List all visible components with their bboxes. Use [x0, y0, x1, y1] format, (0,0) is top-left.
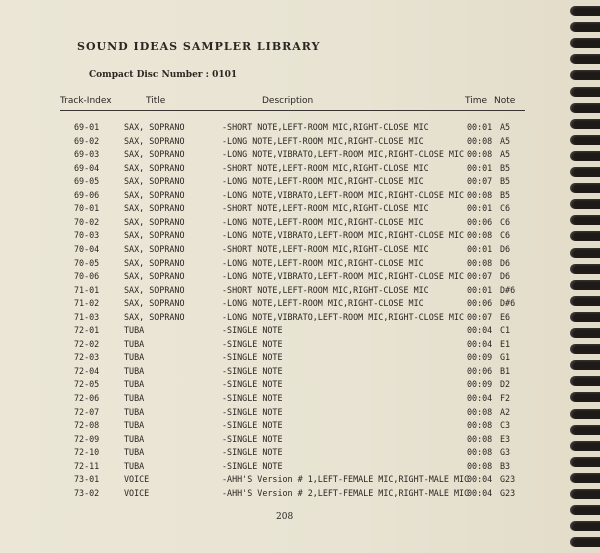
- table-row: [0, 312, 560, 324]
- binding-ring: [570, 231, 600, 241]
- description-cell: -SHORT NOTE,LEFT-ROOM MIC,RIGHT-CLOSE MIC: [222, 203, 429, 214]
- title-cell: SAX, SOPRANO: [124, 203, 185, 214]
- table-row: [0, 244, 560, 256]
- description-cell: -LONG NOTE,LEFT-ROOM MIC,RIGHT-CLOSE MIC: [222, 216, 424, 227]
- binding-ring: [570, 376, 600, 386]
- title-cell: TUBA: [124, 352, 145, 363]
- title-cell: VOICE: [124, 487, 150, 498]
- description-cell: -SHORT NOTE,LEFT-ROOM MIC,RIGHT-CLOSE MIC: [222, 284, 429, 295]
- time-cell: 00:07: [467, 271, 493, 282]
- track-index-cell: 72-07: [74, 406, 100, 417]
- title-cell: TUBA: [124, 338, 145, 349]
- title-cell: SAX, SOPRANO: [124, 243, 185, 254]
- description-cell: -SINGLE NOTE: [222, 352, 283, 363]
- time-cell: 00:01: [467, 203, 493, 214]
- description-cell: -LONG NOTE,LEFT-ROOM MIC,RIGHT-CLOSE MIC: [222, 298, 424, 309]
- description-cell: -SINGLE NOTE: [222, 365, 283, 376]
- binding-ring: [570, 38, 600, 48]
- table-row: [0, 176, 560, 188]
- note-cell: G23: [500, 487, 516, 498]
- description-cell: -SINGLE NOTE: [222, 406, 283, 417]
- title-cell: SAX, SOPRANO: [124, 176, 185, 187]
- description-cell: -SINGLE NOTE: [222, 447, 283, 458]
- table-row: [0, 420, 560, 432]
- table-row: [0, 217, 560, 229]
- track-index-cell: 72-05: [74, 379, 100, 390]
- column-header-title: Title: [146, 96, 166, 106]
- description-cell: -LONG NOTE,VIBRATO,LEFT-ROOM MIC,RIGHT-CLOSE MIC: [222, 149, 465, 160]
- note-cell: C6: [500, 203, 511, 214]
- description-cell: -AHH'S Version # 2,LEFT-FEMALE MIC,RIGHT-MALE MIC: [222, 487, 470, 498]
- time-cell: 00:09: [467, 379, 493, 390]
- title-cell: TUBA: [124, 433, 145, 444]
- description-cell: -LONG NOTE,VIBRATO,LEFT-ROOM MIC,RIGHT-CLOSE MIC: [222, 311, 465, 322]
- time-cell: 00:04: [467, 393, 493, 403]
- description-cell: -LONG NOTE,LEFT-ROOM MIC,RIGHT-CLOSE MIC: [222, 176, 424, 187]
- table-row: [0, 258, 560, 270]
- binding-ring: [570, 167, 600, 177]
- time-cell: 00:07: [467, 311, 493, 322]
- note-cell: G3: [500, 447, 511, 458]
- time-cell: 00:06: [467, 365, 493, 376]
- track-index-cell: 73-01: [74, 474, 100, 485]
- description-cell: -SINGLE NOTE: [222, 379, 283, 390]
- title-cell: TUBA: [124, 365, 145, 376]
- track-index-cell: 71-03: [74, 311, 100, 322]
- note-cell: D2: [500, 379, 511, 390]
- binding-ring: [570, 392, 600, 402]
- note-cell: E3: [500, 433, 511, 444]
- table-row: [0, 474, 560, 486]
- title-cell: SAX, SOPRANO: [124, 311, 185, 322]
- title-cell: TUBA: [124, 325, 145, 336]
- binding-ring: [570, 70, 600, 80]
- time-cell: 00:01: [467, 122, 493, 132]
- time-cell: 00:04: [467, 487, 493, 498]
- time-cell: 00:01: [467, 243, 493, 254]
- table-row: [0, 379, 560, 391]
- description-cell: -SHORT NOTE,LEFT-ROOM MIC,RIGHT-CLOSE MIC: [222, 122, 429, 132]
- column-header-track-index: Track-Index: [60, 96, 112, 106]
- binding-ring: [570, 264, 600, 274]
- description-cell: -SINGLE NOTE: [222, 338, 283, 349]
- description-cell: -SHORT NOTE,LEFT-ROOM MIC,RIGHT-CLOSE MIC: [222, 162, 429, 173]
- note-cell: C6: [500, 216, 511, 227]
- binding-ring: [570, 280, 600, 290]
- note-cell: C1: [500, 325, 511, 336]
- note-cell: D6: [500, 243, 511, 254]
- time-cell: 00:08: [467, 406, 493, 417]
- track-index-cell: 72-01: [74, 325, 100, 336]
- table-row: [0, 488, 560, 500]
- compact-disc-number: Compact Disc Number : 0101: [89, 70, 238, 80]
- track-index-cell: 72-03: [74, 352, 100, 363]
- track-index-cell: 72-02: [74, 338, 100, 349]
- time-cell: 00:06: [467, 216, 493, 227]
- description-cell: -LONG NOTE,VIBRATO,LEFT-ROOM MIC,RIGHT-CLOSE MIC: [222, 189, 465, 200]
- binding-ring: [570, 409, 600, 419]
- track-index-cell: 70-06: [74, 271, 100, 282]
- note-cell: E1: [500, 338, 511, 349]
- binding-ring: [570, 22, 600, 32]
- title-cell: TUBA: [124, 420, 145, 431]
- title-cell: TUBA: [124, 447, 145, 458]
- description-cell: -LONG NOTE,LEFT-ROOM MIC,RIGHT-CLOSE MIC: [222, 257, 424, 268]
- table-row: [0, 339, 560, 351]
- track-index-cell: 69-02: [74, 135, 100, 146]
- note-cell: B5: [500, 176, 511, 187]
- time-cell: 00:08: [467, 447, 493, 458]
- binding-ring: [570, 344, 600, 354]
- note-cell: A5: [500, 135, 511, 146]
- binding-ring: [570, 119, 600, 129]
- note-cell: B1: [500, 365, 511, 376]
- description-cell: -AHH'S Version # 1,LEFT-FEMALE MIC,RIGHT-MALE MIC: [222, 474, 470, 485]
- binding-ring: [570, 6, 600, 16]
- time-cell: 00:06: [467, 298, 493, 309]
- column-header-note: Note: [494, 96, 516, 106]
- binding-ring: [570, 521, 600, 531]
- track-index-cell: 72-06: [74, 393, 100, 403]
- table-row: [0, 366, 560, 378]
- binding-ring: [570, 473, 600, 483]
- note-cell: G1: [500, 352, 511, 363]
- binding-ring: [570, 87, 600, 97]
- track-index-cell: 72-10: [74, 447, 100, 458]
- table-row: [0, 393, 560, 405]
- binding-ring: [570, 248, 600, 258]
- track-index-cell: 71-02: [74, 298, 100, 309]
- table-row: [0, 122, 560, 134]
- note-cell: A2: [500, 406, 511, 417]
- table-row: [0, 434, 560, 446]
- table-row: [0, 136, 560, 148]
- note-cell: B3: [500, 460, 511, 471]
- column-header-time: Time: [465, 96, 488, 106]
- time-cell: 00:08: [467, 230, 493, 241]
- track-index-cell: 70-03: [74, 230, 100, 241]
- title-cell: SAX, SOPRANO: [124, 122, 185, 132]
- title-cell: TUBA: [124, 406, 145, 417]
- track-index-cell: 72-11: [74, 460, 100, 471]
- title-cell: SAX, SOPRANO: [124, 298, 185, 309]
- note-cell: D6: [500, 271, 511, 282]
- note-cell: D#6: [500, 298, 516, 309]
- description-cell: -SHORT NOTE,LEFT-ROOM MIC,RIGHT-CLOSE MIC: [222, 243, 429, 254]
- time-cell: 00:01: [467, 284, 493, 295]
- title-cell: SAX, SOPRANO: [124, 230, 185, 241]
- track-index-cell: 69-03: [74, 149, 100, 160]
- track-index-cell: 69-05: [74, 176, 100, 187]
- note-cell: G23: [500, 474, 516, 485]
- binding-ring: [570, 312, 600, 322]
- description-cell: -SINGLE NOTE: [222, 325, 283, 336]
- time-cell: 00:04: [467, 338, 493, 349]
- table-row: [0, 149, 560, 161]
- title-cell: VOICE: [124, 474, 150, 485]
- track-index-cell: 72-04: [74, 365, 100, 376]
- title-cell: TUBA: [124, 393, 145, 403]
- table-row: [0, 271, 560, 283]
- table-row: [0, 447, 560, 459]
- time-cell: 00:08: [467, 433, 493, 444]
- binding-ring: [570, 199, 600, 209]
- time-cell: 00:04: [467, 325, 493, 336]
- note-cell: B5: [500, 189, 511, 200]
- title-cell: SAX, SOPRANO: [124, 271, 185, 282]
- description-cell: -LONG NOTE,VIBRATO,LEFT-ROOM MIC,RIGHT-CLOSE MIC: [222, 230, 465, 241]
- note-cell: A5: [500, 149, 511, 160]
- time-cell: 00:09: [467, 352, 493, 363]
- time-cell: 00:01: [467, 162, 493, 173]
- time-cell: 00:08: [467, 460, 493, 471]
- description-cell: -SINGLE NOTE: [222, 460, 283, 471]
- time-cell: 00:04: [467, 474, 493, 485]
- time-cell: 00:08: [467, 257, 493, 268]
- binding-ring: [570, 103, 600, 113]
- table-row: [0, 407, 560, 419]
- page-title: SOUND IDEAS SAMPLER LIBRARY: [77, 40, 321, 53]
- time-cell: 00:08: [467, 135, 493, 146]
- title-cell: SAX, SOPRANO: [124, 257, 185, 268]
- binding-ring: [570, 457, 600, 467]
- track-index-cell: 70-02: [74, 216, 100, 227]
- description-cell: -LONG NOTE,VIBRATO,LEFT-ROOM MIC,RIGHT-CLOSE MIC: [222, 271, 465, 282]
- title-cell: TUBA: [124, 379, 145, 390]
- table-row: [0, 461, 560, 473]
- title-cell: TUBA: [124, 460, 145, 471]
- table-header: [60, 96, 525, 111]
- title-cell: SAX, SOPRANO: [124, 135, 185, 146]
- table-row: [0, 325, 560, 337]
- note-cell: D#6: [500, 284, 516, 295]
- title-cell: SAX, SOPRANO: [124, 162, 185, 173]
- spiral-binding: [564, 0, 600, 553]
- description-cell: -LONG NOTE,LEFT-ROOM MIC,RIGHT-CLOSE MIC: [222, 135, 424, 146]
- track-index-cell: 70-04: [74, 243, 100, 254]
- table-row: [0, 285, 560, 297]
- description-cell: -SINGLE NOTE: [222, 393, 283, 403]
- column-header-description: Description: [262, 96, 314, 106]
- description-cell: -SINGLE NOTE: [222, 433, 283, 444]
- table-row: [0, 190, 560, 202]
- note-cell: F2: [500, 393, 511, 403]
- track-index-cell: 69-04: [74, 162, 100, 173]
- track-index-cell: 73-02: [74, 487, 100, 498]
- track-index-cell: 72-08: [74, 420, 100, 431]
- note-cell: B5: [500, 162, 511, 173]
- binding-ring: [570, 537, 600, 547]
- binding-ring: [570, 296, 600, 306]
- table-row: [0, 203, 560, 215]
- table-row: [0, 352, 560, 364]
- track-index-cell: 69-06: [74, 189, 100, 200]
- title-cell: SAX, SOPRANO: [124, 216, 185, 227]
- time-cell: 00:08: [467, 420, 493, 431]
- title-cell: SAX, SOPRANO: [124, 149, 185, 160]
- table-row: [0, 163, 560, 175]
- note-cell: A5: [500, 122, 511, 132]
- time-cell: 00:07: [467, 176, 493, 187]
- track-index-cell: 71-01: [74, 284, 100, 295]
- table-row: [0, 298, 560, 310]
- binding-ring: [570, 441, 600, 451]
- time-cell: 00:08: [467, 149, 493, 160]
- track-index-cell: 72-09: [74, 433, 100, 444]
- binding-ring: [570, 183, 600, 193]
- binding-ring: [570, 489, 600, 499]
- note-cell: C6: [500, 230, 511, 241]
- description-cell: -SINGLE NOTE: [222, 420, 283, 431]
- note-cell: D6: [500, 257, 511, 268]
- note-cell: E6: [500, 311, 511, 322]
- binding-ring: [570, 425, 600, 435]
- track-index-cell: 69-01: [74, 122, 100, 132]
- title-cell: SAX, SOPRANO: [124, 284, 185, 295]
- binding-ring: [570, 135, 600, 145]
- table-row: [0, 230, 560, 242]
- title-cell: SAX, SOPRANO: [124, 189, 185, 200]
- time-cell: 00:08: [467, 189, 493, 200]
- binding-ring: [570, 360, 600, 370]
- binding-ring: [570, 54, 600, 64]
- binding-ring: [570, 151, 600, 161]
- binding-ring: [570, 215, 600, 225]
- binding-ring: [570, 505, 600, 515]
- note-cell: C3: [500, 420, 511, 431]
- track-index-cell: 70-05: [74, 257, 100, 268]
- page-number: 208: [276, 512, 294, 522]
- binding-ring: [570, 328, 600, 338]
- track-index-cell: 70-01: [74, 203, 100, 214]
